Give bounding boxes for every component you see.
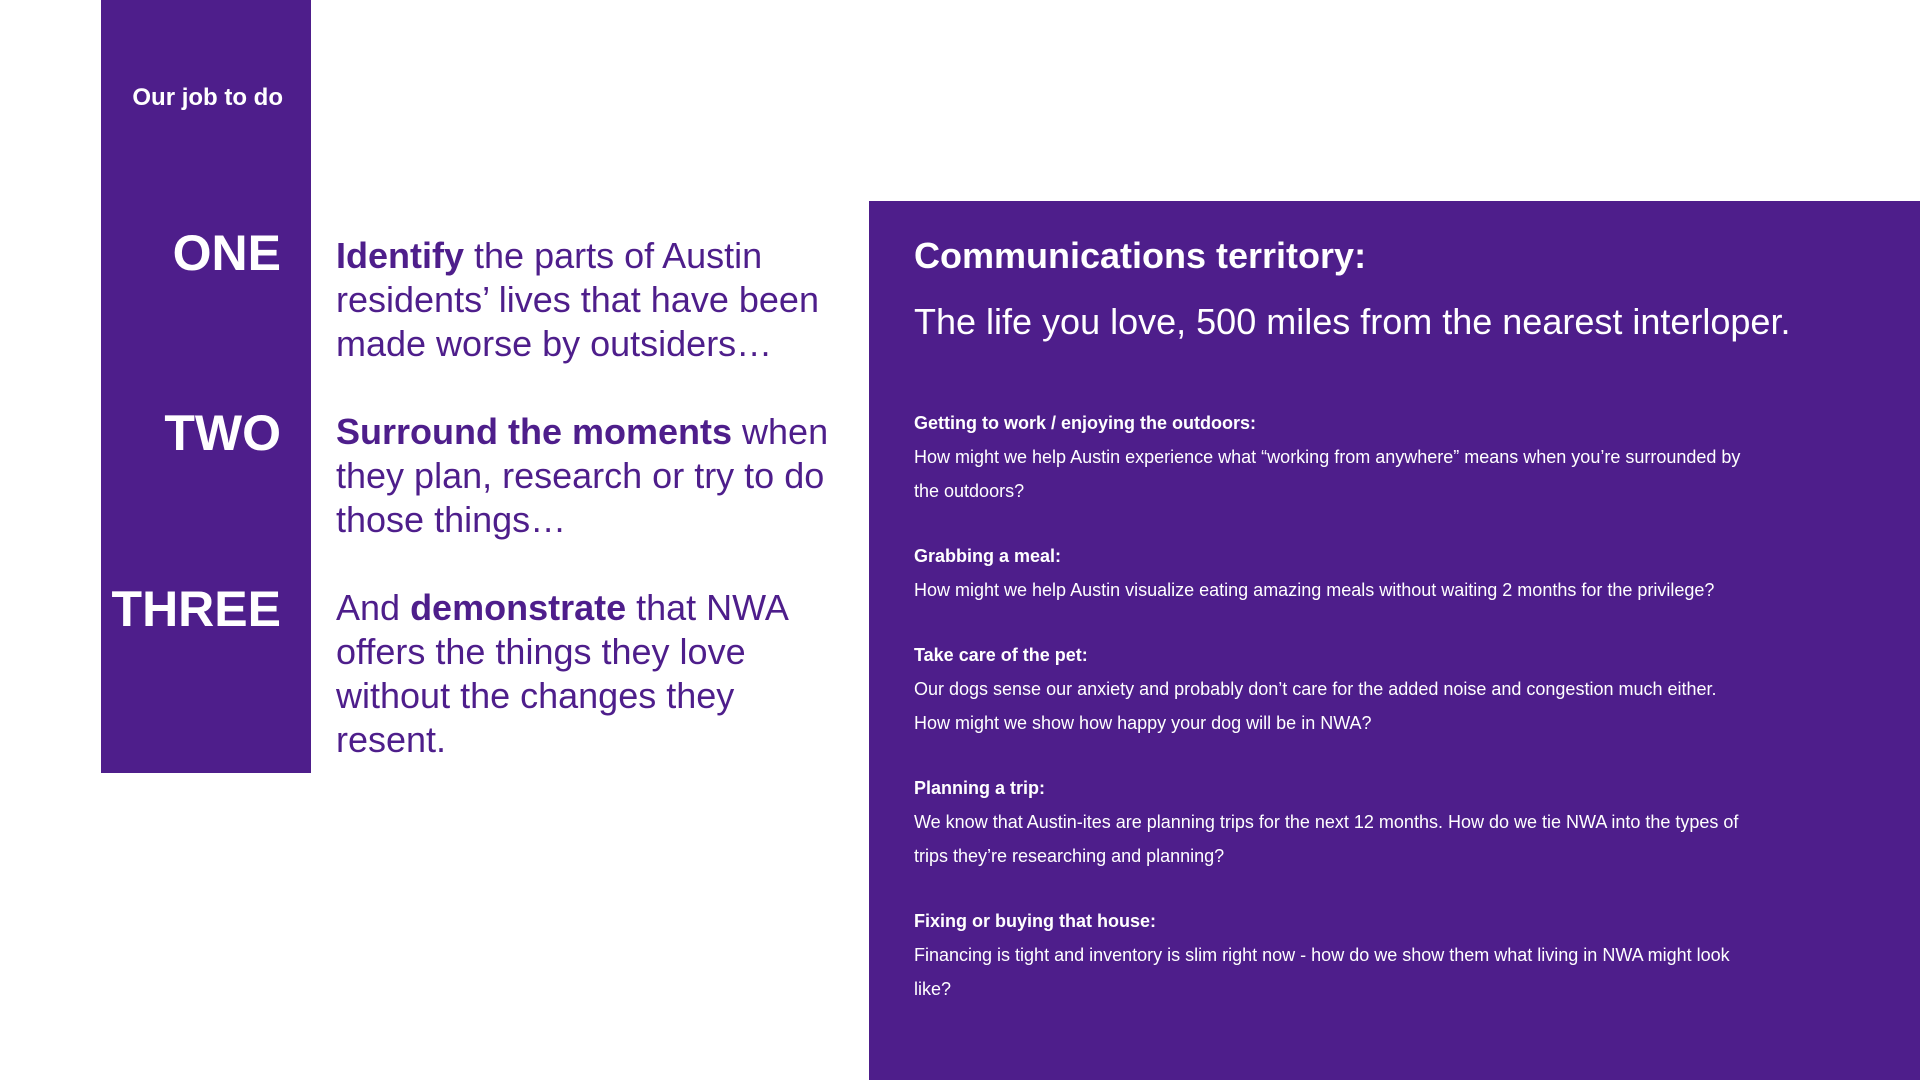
topic-item: [914, 539, 1744, 607]
step-number-one: ONE: [172, 225, 281, 281]
topic-heading: Planning a trip:: [914, 778, 1046, 798]
topic-item: [914, 771, 1744, 873]
step-number-two: TWO: [164, 405, 281, 461]
step-keyword: demonstrate: [410, 587, 627, 628]
topic-body: How might we help Austin experience what “working from anywhere” means when you’re surrounded by the outdoors?: [914, 447, 1741, 501]
step-number-three: THREE: [111, 581, 281, 637]
step-keyword: Surround the moments: [336, 411, 733, 452]
topic-body: Our dogs sense our anxiety and probably don’t care for the added noise and congestion much either. How might we show how happy your dog will be in NWA?: [914, 679, 1717, 733]
step-rest: that NWA offers the things they love without the changes they resent.: [336, 587, 787, 760]
topic-list: [914, 406, 1744, 1037]
step-keyword: Identify: [336, 235, 465, 276]
topic-item: [914, 638, 1744, 740]
topic-heading: Getting to work / enjoying the outdoors:: [914, 413, 1256, 433]
step-rest: when they plan, research or try to do those things…: [336, 411, 829, 540]
topic-heading: Fixing or buying that house:: [914, 911, 1156, 931]
communications-panel: [869, 201, 1920, 1080]
topic-heading: Grabbing a meal:: [914, 546, 1062, 566]
topic-body: How might we help Austin visualize eating amazing meals without waiting 2 months for the privilege?: [914, 580, 1715, 600]
step-rest: the parts of Austin residents’ lives that have been made worse by outsiders…: [336, 235, 819, 364]
territory-tagline: The life you love, 500 miles from the nearest interloper.: [914, 301, 1791, 342]
topic-item: [914, 406, 1744, 508]
topic-body: We know that Austin-ites are planning trips for the next 12 months. How do we tie NWA into the types of trips they’re researching and planning?: [914, 812, 1739, 866]
territory-title: Communications territory:: [914, 235, 1367, 276]
topic-heading: Take care of the pet:: [914, 645, 1088, 665]
step-lead: And: [336, 587, 411, 628]
step-text-three: [336, 586, 836, 762]
section-label: Our job to do: [132, 84, 283, 111]
topic-body: Financing is tight and inventory is slim right now - how do we show them what living in NWA might look like?: [914, 945, 1730, 999]
step-text-two: [336, 410, 836, 542]
step-text-one: [336, 234, 836, 366]
topic-item: [914, 904, 1744, 1006]
job-sidebar: [101, 0, 311, 773]
